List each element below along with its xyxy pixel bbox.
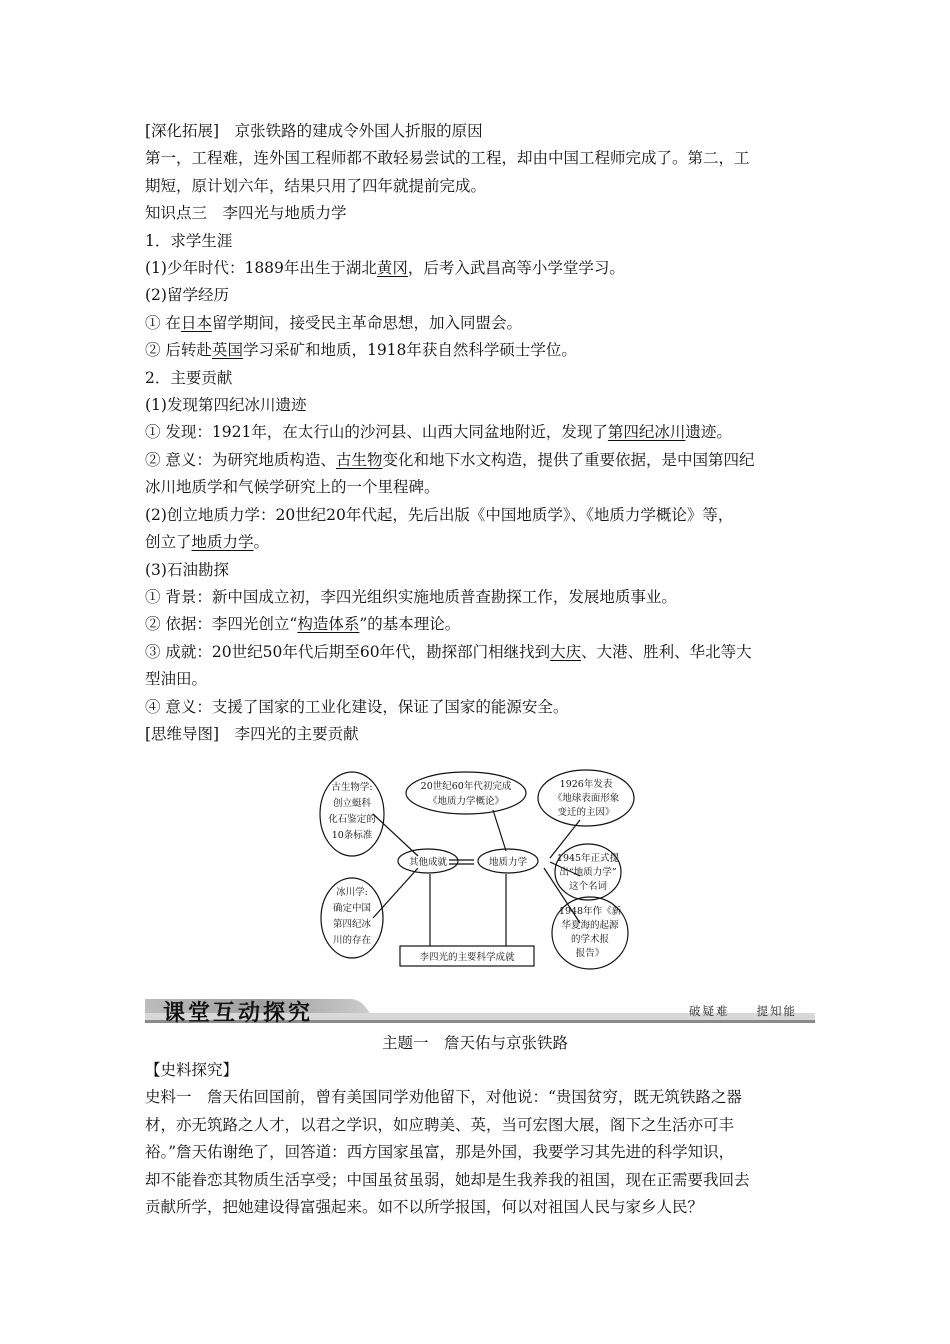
text-line: (2)留学经历	[145, 286, 229, 305]
node-text: 变迁的主因》	[557, 807, 615, 818]
node-text: 第四纪冰	[332, 919, 372, 930]
node-text: 10条标准	[331, 830, 373, 841]
node-text: 《地球表面形象	[552, 793, 620, 804]
text-line: 期短，原计划六年，结果只用了四年就提前完成。	[145, 176, 487, 195]
text-line: 型油田。	[145, 670, 208, 689]
node-text: 地质力学	[488, 857, 528, 868]
text-line: ① 在日本留学期间，接受民主革命思想，加入同盟会。	[145, 313, 522, 332]
text-line: (2)创立地质力学：20世纪20年代起，先后出版《中国地质学》、《地质力学概论》等，	[145, 505, 734, 524]
node-text: 报告》	[575, 948, 605, 959]
node-text: 冰川学:	[336, 887, 368, 898]
source-line: 史料一 詹天佑回国前，曾有美国同学劝他留下，对他说：“贵国贫穷，既无筑铁路之器	[145, 1088, 742, 1107]
text-line: ③ 成就：20世纪50年代后期至60年代，勘探部门相继找到大庆、大港、胜利、华北等大	[145, 642, 752, 661]
node-text: 《地质力学概论》	[427, 796, 505, 807]
node-text: 20世纪60年代初完成	[420, 781, 512, 792]
text-line: ④ 意义：支援了国家的工业化建设，保证了国家的能源安全。	[145, 697, 569, 716]
node-top-mid	[406, 772, 526, 814]
text-line: (1)少年时代：1889年出生于湖北黄冈，后考入武昌高等小学堂学习。	[145, 259, 625, 278]
node-text: 其他成就	[408, 857, 448, 868]
banner-title: 课堂互动探究	[163, 1000, 314, 1026]
text-line: 创立了地质力学。	[145, 533, 270, 552]
section-banner	[145, 995, 815, 1026]
source-section	[145, 1057, 810, 1221]
underlined-term: 日本	[180, 313, 212, 332]
node-text: 1948年作《新	[558, 906, 622, 917]
underlined-term: 地质力学	[191, 533, 254, 552]
text-line: 1．求学生涯	[145, 231, 233, 250]
mind-map-svg	[318, 768, 638, 974]
text-line: [思维导图] 李四光的主要贡献	[145, 724, 359, 743]
banner-subtitle: 破疑难 提知能	[689, 1004, 797, 1018]
underlined-term: 黄冈	[376, 259, 408, 278]
source-line: 裕。”詹天佑谢绝了，回答道：西方国家虽富，那是外国，我要学习其先进的科学知识，	[145, 1143, 735, 1162]
text-line: [深化拓展] 京张铁路的建成令外国人折服的原因	[145, 122, 483, 140]
text-line: (1)发现第四纪冰川遗迹	[145, 396, 307, 415]
underlined-term: 第四纪冰川	[607, 423, 686, 442]
section-label: 【史料探究】	[145, 1061, 239, 1079]
text-line: ② 后转赴英国学习采矿和地质，1918年获自然科学硕士学位。	[145, 341, 577, 360]
section-heading: 知识点三 李四光与地质力学	[145, 204, 347, 223]
text-line: ① 背景：新中国成立初，李四光组织实施地质普查勘探工作，发展地质事业。	[145, 587, 677, 606]
topic-title: 主题一 詹天佑与京张铁路	[381, 1034, 568, 1052]
node-text: 出“地质力学”	[559, 867, 617, 878]
node-text: 川的存在	[332, 935, 372, 946]
node-text: 华夏海的起源	[561, 920, 619, 931]
node-text: 古生物学:	[331, 782, 373, 793]
knowledge-section	[145, 118, 815, 748]
node-text: 创立蜓科	[332, 798, 372, 809]
mind-map	[318, 768, 638, 974]
node-text: 1926年发表	[559, 779, 613, 790]
underlined-term: 构造体系	[297, 615, 360, 634]
source-line: 贡献所学，把她建设得富强起来。如不以所学报国，何以对祖国人民与家乡人民？	[145, 1198, 704, 1217]
node-text: 1945年正式提	[556, 853, 620, 864]
text-line: 2．主要贡献	[145, 368, 233, 387]
source-line: 却不能眷恋其物质生活享受；中国虽贫虽弱，她却是生我养我的祖国，现在正需要我回去	[145, 1170, 750, 1189]
text-line: 冰川地质学和气候学研究上的一个里程碑。	[145, 478, 440, 497]
node-text: 的学术报	[570, 934, 610, 945]
text-line: 第一，工程难，连外国工程师都不敢轻易尝试的工程，却由中国工程师完成了。第二，工	[145, 149, 750, 168]
text-line: ① 发现：1921年，在太行山的沙河县、山西大同盆地附近，发现了第四纪冰川遗迹。	[145, 423, 732, 442]
underlined-term: 古生物	[335, 450, 383, 469]
text-line: ② 依据：李四光创立“构造体系”的基本理论。	[145, 615, 461, 634]
node-text: 这个名词	[568, 881, 608, 892]
text-line: ② 意义：为研究地质构造、古生物变化和地下水文构造，提供了重要依据，是中国第四纪	[145, 450, 755, 469]
node-text: 化石鉴定的	[328, 814, 376, 825]
node-text: 李四光的主要科学成就	[419, 952, 515, 963]
node-text: 确定中国	[332, 903, 372, 914]
underlined-term: 大庆	[550, 642, 582, 661]
underlined-term: 英国	[211, 341, 243, 360]
text-line: (3)石油勘探	[145, 560, 229, 579]
source-line: 材，亦无筑路之人才，以君之学识，如应聘美、英，当可宏图大展，阁下之生活亦可丰	[145, 1115, 735, 1134]
